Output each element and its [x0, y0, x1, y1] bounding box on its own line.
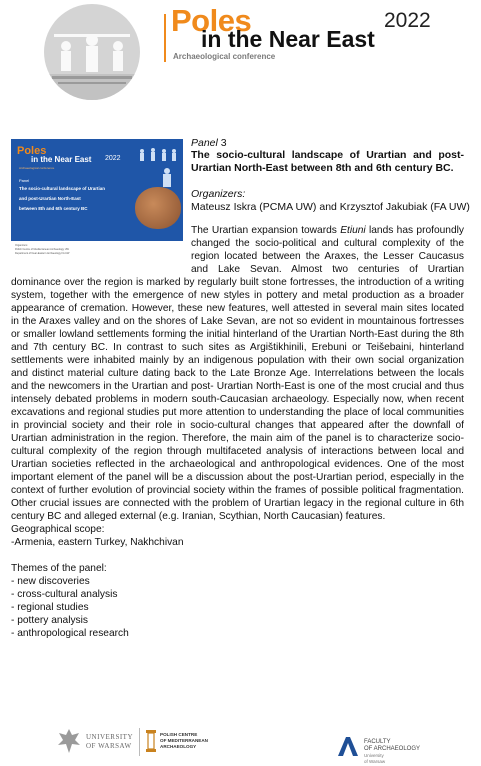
conference-title-near-east: in the Near East — [201, 26, 375, 52]
uw-line-2: OF WARSAW — [86, 742, 132, 750]
themes-list — [11, 575, 129, 640]
footer-divider — [139, 728, 140, 756]
header-accent-bar — [164, 14, 166, 62]
organizers-names: Mateusz Iskra (PCMA UW) and Krzysztof Jakubiak (FA UW) — [191, 201, 470, 213]
geographical-scope — [11, 523, 184, 549]
poster-title-line-2: and post-Urartian North-East — [19, 196, 81, 201]
conference-logo-seal — [44, 4, 140, 100]
poster-title-line-3: between 8th and 6th century BC — [19, 206, 88, 211]
organizers-label: Organizers — [191, 188, 243, 200]
abstract-part-2: lands has profoundly changed the socio-political and cultural complexity of the region located between the Araxes, the Lesser Caucasus and Lake Sevan. Almost two centuries of Urartian dominance over the region is marked by regularly built stone fortresses, the introduction of a writing system, together with the emergence of new styles in pottery and metal production as a broader appearance of cremation. However, these new features, well attested in several main sites located in the Araxes valley and on the shores of Lake Sevan, are not so evident in mountainous fortresses or smaller lowland settlements forming the initial hinterland of the Urartian North-East during the 8th and 7th century BC. In contrast to such sites as Argištikhinili, Erebuni or Teišebaini, hinterland settlements were inhabited mainly by an indigenous population with their own social organization and distinct material culture dating back to the Late Bronze Age. Interrelations between the locals and the newcomers in the Urartian and post- Urartian North-East is one of the most crucial and thus intensely debated problems in modern south-Caucasian archaeology. Especially now, when recent excavations and regional studies put more attention to understanding the place of local communities in provincial society and their role in socio-cultural changes that appeared after the downfall of Urartian administration in the region. Therefore, the main aim of the panel is to characterize socio-cultural complexity of the region through multifaceted analysis of interactions between local and Urartian societies reflected in the archaeological and anthropological evidences. One of the most important element of the panel will be a discussion about the post-Urartian period, especially in the context of further evolution of provincial society within the frames of possible political fragmentation. Other crucial issues are connected with the problem of Urartian legacy in the regional culture in 6th century BC and alleged external (e.g. Iranian, Scythian, North Caucasian) features. — [11, 225, 464, 522]
panel-number-line — [191, 137, 227, 149]
poster-figures-icon — [137, 147, 179, 163]
conference-subtitle: Archaeological conference — [173, 52, 276, 61]
pcma-line-2: OF MEDITERRANEAN — [160, 738, 208, 743]
fa-line-1: FACULTY — [364, 739, 391, 745]
scope-label: Geographical scope: — [11, 524, 105, 535]
panel-title: The socio-cultural landscape of Urartian and post-Urartian North-East between 8th and 6th century BC. — [191, 149, 464, 174]
theme-item: - cross-cultural analysis — [11, 589, 118, 600]
poster-subtitle: Archaeological conference — [19, 166, 55, 170]
pcma-line-1: POLISH CENTRE — [160, 732, 198, 737]
poster-organizers-line-2: Department of Near-Eastern Archaeology FA UW — [15, 252, 70, 255]
theme-item: - new discoveries — [11, 576, 90, 587]
poster-poles: Poles — [17, 145, 47, 157]
poster-organizers-line-1: Polish Centre of Mediterranean Archaeology UW — [15, 248, 69, 251]
university-of-warsaw-logo — [56, 727, 136, 757]
theme-item: - pottery analysis — [11, 615, 89, 626]
organizers-heading: Organizers: — [191, 188, 246, 200]
poster-clay-tablet-image — [135, 187, 181, 229]
theme-item: - anthropological research — [11, 628, 129, 639]
fa-line-4: of Warsaw — [364, 759, 386, 764]
fa-line-2: OF ARCHAEOLOGY — [364, 746, 421, 752]
fa-line-3: University — [364, 753, 384, 758]
uw-line-1: UNIVERSITY — [86, 733, 133, 741]
pcma-column-icon — [145, 729, 157, 753]
abstract-etiuni: Etiuni — [340, 225, 366, 236]
poster-organizers-label: Organizers: — [15, 244, 28, 247]
poster-title-line-1: The socio-cultural landscape of Urartian — [19, 186, 106, 191]
themes-label: Themes of the panel: — [11, 563, 107, 574]
conference-year: 2022 — [384, 9, 431, 32]
panel-number: 3 — [220, 137, 227, 149]
uw-eagle-crest-icon — [56, 727, 82, 755]
panel-abstract — [11, 225, 464, 524]
poster-near-east: in the Near East — [31, 155, 92, 164]
panel-label: Panel — [191, 137, 218, 149]
poster-year: 2022 — [105, 155, 121, 162]
abstract-float-spacer — [11, 225, 191, 264]
scope-value: -Armenia, eastern Turkey, Nakhchivan — [11, 537, 184, 548]
abstract-part-1: The Urartian expansion towards — [191, 225, 341, 236]
panel-themes — [11, 562, 129, 640]
poster-statue-icon — [159, 167, 175, 189]
theme-item: - regional studies — [11, 602, 89, 613]
conference-title-poles: Poles — [171, 3, 252, 38]
poster-panel-label: Panel — [19, 178, 30, 183]
seal-figures-icon — [44, 4, 140, 100]
pcma-line-3: ARCHAEOLOGY — [160, 744, 197, 749]
fa-letter-a-icon — [337, 735, 359, 757]
